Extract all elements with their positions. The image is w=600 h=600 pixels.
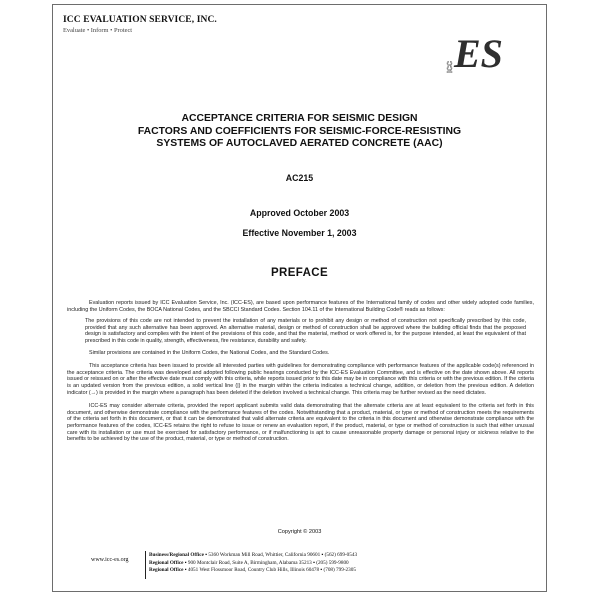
office-line xyxy=(149,552,357,560)
office-address: ▪ 4051 West Flossmoor Road, Country Club Hills, Illinois 60478 ▪ (708) 799-2305 xyxy=(183,567,356,574)
logo-letters: ES xyxy=(454,31,503,76)
document-page xyxy=(52,4,547,592)
paragraph: This acceptance criteria has been issued to provide all interested parties with guidelines for demonstrating compliance with performance features of the applicable code(s) referenced in the acceptance criteria. The criteria was developed and adopted following public hearings conducted by the ICC-ES Evaluation Committee, and is effective on the date shown above. All reports issued or reissued on or after the effective date must comply with this criteria, while reports issued prior to this date may be in compliance with this criteria or with the previous edition. If the criteria is an updated version from the previous edition, a solid vertical line (|) in the margin within the criteria indicates a technical change, addition, or deletion from the previous edition. A deletion indicator (→) is provided in the margin where a paragraph has been deleted if the deletion involved a technical change. This criteria may be further revised as the need dictates. xyxy=(67,363,534,396)
office-address: ▪ 5360 Workman Mill Road, Whittier, California 90601 ▪ (562) 699-0543 xyxy=(203,552,358,558)
document-title xyxy=(53,113,546,151)
preface-heading: PREFACE xyxy=(270,267,329,279)
copyright: Copyright © 2003 xyxy=(277,529,322,535)
paragraph: Similar provisions are contained in the Uniform Codes, the National Codes, and the Standard Codes. xyxy=(89,349,330,356)
footer-divider xyxy=(145,551,146,579)
office-list xyxy=(149,552,357,575)
document-code: AC215 xyxy=(285,173,314,183)
office-address: ▪ 900 Montclair Road, Suite A, Birmingham, Alabama 35213 ▪ (205) 599-9800 xyxy=(183,559,349,566)
paragraph: ICC-ES may consider alternate criteria, provided the report applicant submits valid data demonstrating that the alternate criteria are at least equivalent to the criteria set forth in this document, and otherwise demonstrate compliance with the performance features of the codes. Notwithstanding that a product, material, or type or method of construction meets the requirements of the criteria set forth in this document, or that it can be demonstrated that valid alternate criteria are equivalent to the criteria in this document and otherwise demonstrate compliance with the performance features of the codes, ICC-ES retains the right to refuse to issue or renew an evaluation report, if the product, material, or type or method of construction is such that either unusual care with its installation or use must be exercised for satisfactory performance, or if malfunctioning is apt to cause unreasonable property damage or personal injury or sickness relative to the benefits to be achieved by the use of the product, material, or type or method of construction. xyxy=(67,403,534,443)
office-line xyxy=(149,567,357,575)
quoted-paragraph: The provisions of this code are not intended to prevent the installation of any materials or to prohibit any design or method of construction not specifically prescribed by this code, provided that any such alternative has been approved. An alternative material, design or method of construction shall be approved where the building official finds that the proposed design is satisfactory and complies with the intent of the provisions of this code, and that the material, method or work offered is, for the purpose intended, at least the equivalent of that prescribed in this code in quality, strength, effectiveness, fire resistance, durability and safety. xyxy=(85,318,526,344)
org-tagline: Evaluate • Inform • Protect xyxy=(63,27,133,34)
icc-es-logo xyxy=(442,27,506,83)
title-line: FACTORS AND COEFFICIENTS FOR SEISMIC-FORCE-RESISTING xyxy=(137,125,462,137)
paragraph: Evaluation reports issued by ICC Evaluation Service, Inc. (ICC-ES), are based upon performance features of the International family of codes and other widely adopted code families, including the Uniform Codes, the BOCA National Codes, and the SBCCI Standard Codes. Section 104.11 of the International Building Code® reads as follows: xyxy=(67,300,534,313)
office-label: Business/Regional Office xyxy=(149,552,204,558)
preface-body xyxy=(67,300,534,448)
title-line: ACCEPTANCE CRITERIA FOR SEISMIC DESIGN xyxy=(181,113,418,124)
approved-date: Approved October 2003 xyxy=(249,208,350,218)
website-url[interactable]: www.icc-es.org xyxy=(91,557,129,563)
title-line: SYSTEMS OF AUTOCLAVED AERATED CONCRETE (AAC) xyxy=(156,138,443,149)
effective-date: Effective November 1, 2003 xyxy=(242,228,357,238)
logo-small: ICC xyxy=(447,60,454,73)
org-header xyxy=(63,15,217,34)
office-label: Regional Office xyxy=(149,559,184,566)
org-name: ICC EVALUATION SERVICE, INC. xyxy=(63,15,217,25)
office-label: Regional Office xyxy=(149,567,184,574)
